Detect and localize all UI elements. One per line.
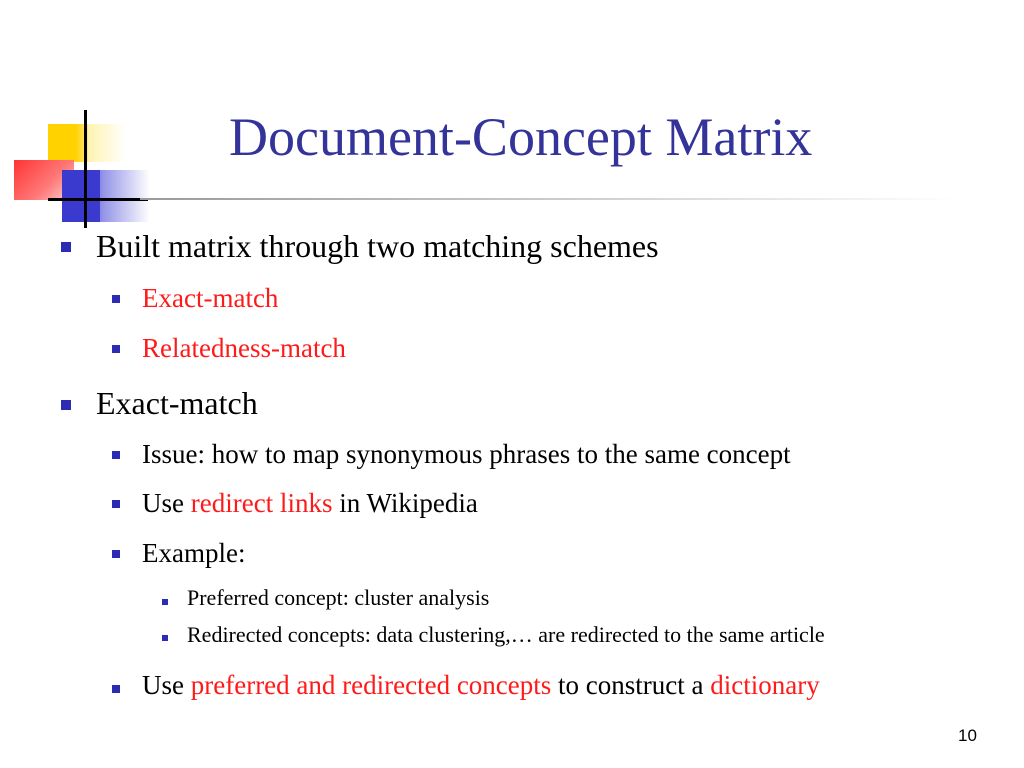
- highlighted-text: dictionary: [710, 670, 820, 700]
- sub-bullet-item: Relatedness-match: [142, 333, 346, 363]
- text-segment: to construct a: [551, 670, 711, 700]
- text-segment: Use: [142, 670, 191, 700]
- bullet-item: Exact-match: [96, 385, 258, 421]
- sub-sub-bullet-item: Redirected concepts: data clustering,… are redirected to the same article: [187, 622, 825, 647]
- logo-vertical-line: [84, 110, 87, 228]
- page-number: 10: [958, 726, 977, 745]
- sub-bullet-item: Issue: how to map synonymous phrases to the same concept: [142, 439, 791, 469]
- text-segment: in Wikipedia: [332, 488, 478, 518]
- sub-bullet-item: Example:: [142, 538, 246, 568]
- highlighted-text: preferred and redirected concepts: [190, 670, 552, 700]
- bullet-square-icon: [162, 635, 168, 641]
- bullet-square-icon: [112, 685, 120, 693]
- slide-title: Document-Concept Matrix: [229, 107, 813, 167]
- bullet-square-icon: [162, 599, 168, 605]
- decorative-logo: [0, 100, 150, 230]
- logo-yellow-fade: [88, 124, 126, 162]
- highlighted-text: redirect links: [190, 488, 333, 518]
- logo-blue-square: [62, 170, 102, 222]
- bullet-square-icon: [112, 295, 120, 303]
- text-segment: Use: [142, 488, 191, 518]
- logo-blue-fade: [100, 170, 150, 222]
- bullet-square-icon: [112, 345, 120, 353]
- bullet-square-icon: [112, 500, 120, 508]
- logo-yellow-square: [48, 124, 88, 162]
- sub-bullet-item: Exact-match: [142, 283, 279, 313]
- sub-bullet-item: [142, 490, 478, 517]
- title-underline: [140, 198, 960, 200]
- sub-bullet-item: [142, 672, 820, 699]
- bullet-square-icon: [112, 451, 120, 459]
- bullet-square-icon: [112, 550, 120, 558]
- logo-horizontal-line: [48, 198, 148, 201]
- sub-sub-bullet-item: Preferred concept: cluster analysis: [187, 585, 490, 610]
- bullet-square-icon: [61, 242, 71, 252]
- bullet-square-icon: [61, 400, 71, 410]
- bullet-item: Built matrix through two matching schemes: [96, 228, 659, 264]
